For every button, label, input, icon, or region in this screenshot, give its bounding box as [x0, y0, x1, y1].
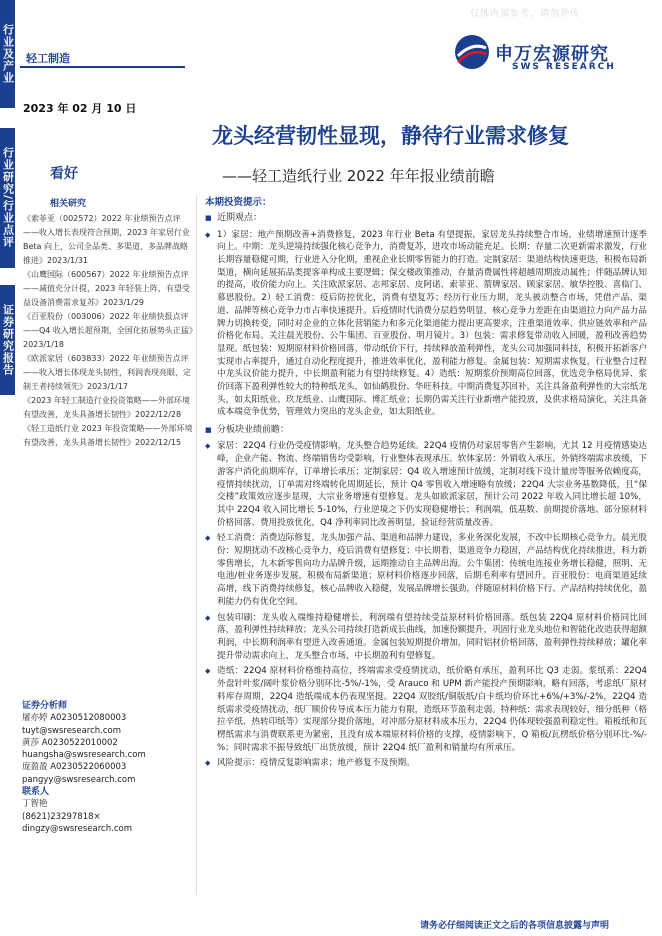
analyst-line: 黄莎 A0230522010002 — [22, 737, 118, 748]
contact-line: 丁智艳 — [22, 799, 48, 810]
contact-email[interactable]: dingzy@swsresearch.com — [22, 823, 132, 834]
related-research-list — [23, 212, 193, 450]
report-date: 2023 年 02 月 10 日 — [23, 102, 137, 115]
related-research-heading: 相关研究 — [50, 199, 87, 209]
related-item[interactable]: 《山鹰国际（600567）2022 年业绩预告点评——减值充分计提，2023 年轻装上阵，有望受益设备消费需求复苏》2023/1/29 — [23, 270, 190, 307]
rating-badge: 看好 — [50, 166, 78, 182]
analyst-email[interactable]: tuyt@swsresearch.com — [22, 725, 122, 736]
related-item[interactable]: 《百亚股份（003006）2022 年业绩快报点评——Q4 收入增长超预期，全国化拓展势头正猛》2023/1/18 — [23, 312, 193, 349]
analyst-line: 屠亦婷 A0230512080003 — [22, 713, 127, 724]
sidebar-segment-report-type: 行业研究/行业点评 — [0, 128, 15, 268]
section-heading: ■ 近期观点： — [205, 212, 647, 225]
related-item[interactable]: 《轻工造纸行业 2023 年投资策略——外部环境有望改善，龙头具备增长韧性》2022/12/15 — [23, 424, 193, 447]
related-item[interactable]: 《欧派家居（603833）2022 年业绩预告点评——收入增长体现龙头韧性，利润表现亮眼，定制王者持续领先》2023/1/17 — [23, 354, 191, 391]
watermark: 仅供内部参考，请勿外传 — [470, 9, 581, 19]
analyst-line: 庞盈盈 A0230522060003 — [22, 762, 127, 773]
report-subtitle: ——轻工造纸行业 2022 年年报业绩前瞻 — [222, 167, 495, 185]
section-paragraph: ◆ 1）家居：地产预期改善+消费修复，2023 年行业 Beta 有望提振，家居龙头持续整合市场，业绩增速预计逐季向上。中期：龙头逆境持续强化核心竞争力，消费复苏，进攻市场动能充足。长期：存量二次更新需求激发，行业长期容量稳健可期，行业进入分化期，重视企业长期零售能力的打造。定制家居：渠道结构快速更迭，积极布局新渠道，横向延展拓品类提客单构成主要逻辑；保交楼政策推动，存量消费属性将超越周期波动属性；伴随品牌认知的提高，收价能力向上。关注欧派家居、志邦家居、皮阿诺、索菲亚、箭牌家居、顾家家居、敏华控股、喜临门、慕思股份。2）轻工消费：疫后防控优化，消费有望复苏；经历行业压力期，龙头被动整合市场，凭借产品、渠道、品牌等核心竞争力市占率快速提升。后疫情时代消费分层趋势明显，核心竞争力差距在由渠道拉力向产品力品牌力切换转变，同时对企业的立体化营销能力和多元化渠道能力提出更高要求，注重渠道效率、供应链效率和产品价格化布局。关注晨光股份、公牛集团、百亚股份、明月镜片。3）包装：需求修复带动收入回暖，盈利改善趋势显现。纸包装：短期原材料价格回落，带动纸价下行，持续释放盈利弹性，龙头公司加强同料技，积极开拓新客户实现市占率提升，通过自动化程度提升，推进效率优化，盈利能力修复。金属包装：短期需求恢复，行业整合过程中龙头议价能力提升，中长期盈利能力有望持续修复。4）造纸：短期浆价预期高位回落，优选竞争格局优异、浆价回落下盈利弹性较大的特种纸龙头，如仙鹤股份、华旺科技。中期消费复苏回补，关注具备盈利弹性的大宗纸龙头，如太阳纸业、玖龙纸业、山鹰国际、博汇纸业；长期仍需关注行业新增产能投放，及供求格局演化，关注具备成本端竞争优势，管理效力突出的龙头企业，如太阳纸业。 — [205, 229, 647, 420]
analyst-email[interactable]: pangyy@swsresearch.com — [22, 774, 136, 785]
column-divider — [196, 195, 197, 895]
logo-name-cn: 申万宏源研究 — [495, 44, 609, 65]
contacts-block — [22, 700, 192, 835]
main-content — [205, 196, 647, 770]
industry-label: 轻工制造 — [26, 52, 70, 65]
risk-warning: ◆ 风险提示：疫情反复影响需求；地产修复不及预期。 — [205, 757, 647, 770]
section-heading: ■ 分板块业绩前瞻： — [205, 424, 647, 437]
sidebar-segment-securities: 证券研究报告 — [0, 285, 15, 395]
analyst-email[interactable]: huangsha@swsresearch.com — [22, 750, 146, 761]
related-item[interactable]: 《2023 年轻工制造行业投资策略——外部环境有望改善，龙头具备增长韧性》2022/12/28 — [23, 396, 190, 419]
section-paragraph: ◆ 包装印刷：龙头收入端维持稳健增长，利润端有望持续受益原材料价格回落。纸包装 22Q4 原材料价格同比回落，盈利弹性持续释放；龙头公司持续打造新成长曲线，加速份额提升，巩固行业龙头地位和智能化改造获得超额利润，中长期利润率有望进入改善通道。金属包装短期提价增加，同时铝材价格回落，盈利弹性持续释放；罐化率提升带动需求向上，龙头整合市场，中长期盈利有望修复。 — [205, 612, 647, 663]
sidebar-segment-industry: 行业及产业 — [0, 0, 15, 108]
header-divider — [20, 66, 185, 68]
section-paragraph: ◆ 轻工消费：消费边际修复，龙头加强产品、渠道和品牌力建设，多业务深化发展，不改中长期核心竞争力。晨光股份：短期扰动不改核心竞争力，疫后消费有望修复；中长期看，渠道竞争力稳固，产品结构优化持续推进，科力新零售增长，九木新零售向功力品牌升级，远期推动自主品牌出海。公牛集团：传统电连接业务增长稳健，照明、无电池/桩业务逐步发展，积极布局新渠道；原材料价格逐步回落，后期毛利率有望回升。百亚股份：电商渠道延续高增，线下消费持续修复，核心品牌收入稳健，发展品牌增长强劲，伴随原材料价格下行、产品结构持续优化，盈利能力仍有优化空间。 — [205, 532, 647, 608]
left-sidebar — [0, 0, 15, 936]
disclaimer-footer: 请务必仔细阅读正文之后的各项信息披露与声明 — [420, 921, 610, 931]
analyst-heading: 证券分析师 — [22, 701, 68, 711]
report-title: 龙头经营韧性显现，静待行业需求修复 — [212, 124, 569, 148]
logo-name-en: SWS RESEARCH — [512, 62, 616, 72]
contact-heading: 联系人 — [22, 787, 50, 798]
contact-line: (8621)23297818× — [22, 811, 101, 822]
section-paragraph: ◆ 家居：22Q4 行业仍受疫情影响，龙头整合趋势延续。22Q4 疫情仍对家居零售产生影响，尤其 12 月疫情感染达峰，企业产能、物流、终端销售均受影响，行业整体表现承压。软体家居：外销收入承压，外销终端需求放缓，下游客户消化前期库存，订单增长承压；定制家居：Q4 收入增速预计放缓，定制对线下设计量房等服务依赖度高，疫情持续扰动，订单需对终端转化周期延长，预计 Q4 零售收入增速略有放缓；22Q4 大宗业务基数降低，且“保交楼”政策效应逐步显现，大宗业务增速有望修复。龙头如欧派家居，预计公司 2022 年收入同比增长超 10%，其中 22Q4 收入同比增长 5-10%，行业逆境之下仍实现稳健增长；利润端，低基数、前期提价落地、部分原材料价格回落、费用投放优化，Q4 净利率同比改善明显，验证经营质量改善。 — [205, 440, 647, 529]
section-paragraph: ◆ 造纸：22Q4 原材料价格维持高位，终端需求受疫情扰动，纸价略有承压，盈利环比 Q3 走弱。浆纸系：22Q4 外盘针叶浆/阔叶浆价格分别环比-5%/-1%，受 Arauco 和 UPM 新产能投产预期影响，略有回落，考虑纸厂原材料库存周期，22Q4 造纸端成本仍表现坚挺。22Q4 双胶纸/铜版纸/白卡纸均价环比+6%/+3%/-2%，22Q4 造纸需求受疫情扰动，纸厂顺价传导成本压力能力有限，造纸环节盈利走弱。特种纸：需求表现较好，细分纸种（格拉辛纸、热转印纸等）实现部分提价落地，对冲部分原材料成本压力，22Q4 仍体现较强盈利稳定性。箱板纸和瓦楞纸需求与消费联系更为紧密，且没有成本端原材料价格的支撑，疫情影响下，Q 箱板/瓦楞纸价格分别环比-%/-%；同时需求不振导致纸厂出货放缓，预计 22Q4 纸厂盈利和销量均有所承压。 — [205, 665, 647, 754]
sws-logo-icon — [452, 34, 492, 70]
key-points-label: 本期投资提示： — [205, 197, 272, 208]
related-item[interactable]: 《索菲亚（002572）2022 年业绩预告点评——收入增长表现符合预期，2023 年家居行业 Beta 向上，公司全品类、多渠道、多品牌战略推进》2023/1/31 — [23, 214, 190, 265]
